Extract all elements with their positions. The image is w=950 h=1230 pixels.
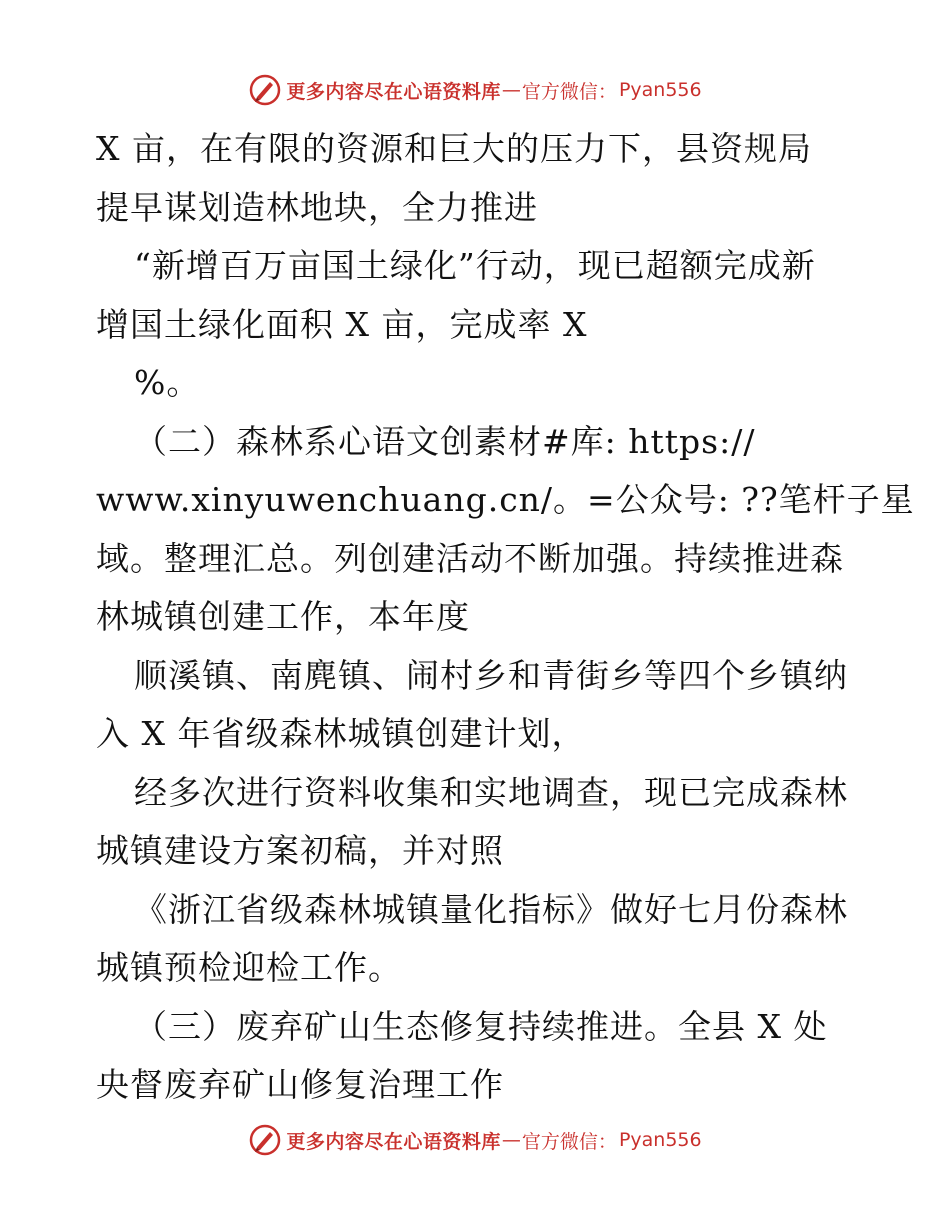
- document-body: [96, 120, 915, 1115]
- footer-watermark: [0, 1122, 950, 1158]
- text-line: 顺溪镇、南麂镇、闹村乡和青街乡等四个乡镇纳: [134, 655, 848, 695]
- text-line: www.xinyuwenchuang.cn/。=公众号: ??笔杆子星: [96, 480, 915, 519]
- text-line: 《浙江省级森林城镇量化指标》做好七月份森林: [134, 889, 848, 929]
- text-line: 增国土绿化面积 X 亩，完成率 X: [96, 304, 588, 344]
- text-line: （三）废弃矿山生态修复持续推进。全县 X 处: [134, 1006, 828, 1046]
- text-line: 入 X 年省级森林城镇创建计划，: [96, 714, 586, 753]
- text-line: 经多次进行资料收集和实地调查，现已完成森林: [134, 772, 848, 812]
- text-line: 提早谋划造林地块，全力推进: [96, 187, 538, 227]
- watermark-text: 更多内容尽在心语资料库: [286, 80, 501, 103]
- text-line: 林城镇创建工作，本年度: [96, 597, 470, 636]
- pen-logo-icon: [248, 73, 282, 107]
- watermark-wechat-label: 官方微信：: [521, 1130, 617, 1153]
- text-line: 城镇预检迎检工作。: [96, 948, 402, 987]
- text-line: X 亩，在有限的资源和巨大的压力下，县资规局: [96, 129, 812, 168]
- watermark-text: 更多内容尽在心语资料库: [286, 1130, 501, 1153]
- watermark-wechat-id: Pyan556: [618, 1129, 702, 1151]
- text-line: 央督废弃矿山修复治理工作: [96, 1065, 504, 1104]
- text-line: （二）森林系心语文创素材#库: https://: [134, 421, 756, 461]
- watermark-dash: —: [501, 79, 521, 101]
- watermark-dash: —: [501, 1129, 521, 1151]
- text-line: 城镇建设方案初稿，并对照: [96, 831, 504, 870]
- watermark-wechat-id: Pyan556: [618, 79, 702, 101]
- pen-logo-icon: [248, 1123, 282, 1157]
- text-line: %。: [134, 363, 201, 402]
- header-watermark: [0, 72, 950, 108]
- text-line: “新增百万亩国土绿化”行动，现已超额完成新: [134, 246, 816, 285]
- text-line: 域。整理汇总。列创建活动不断加强。持续推进森: [96, 538, 844, 578]
- watermark-wechat-label: 官方微信：: [521, 80, 617, 103]
